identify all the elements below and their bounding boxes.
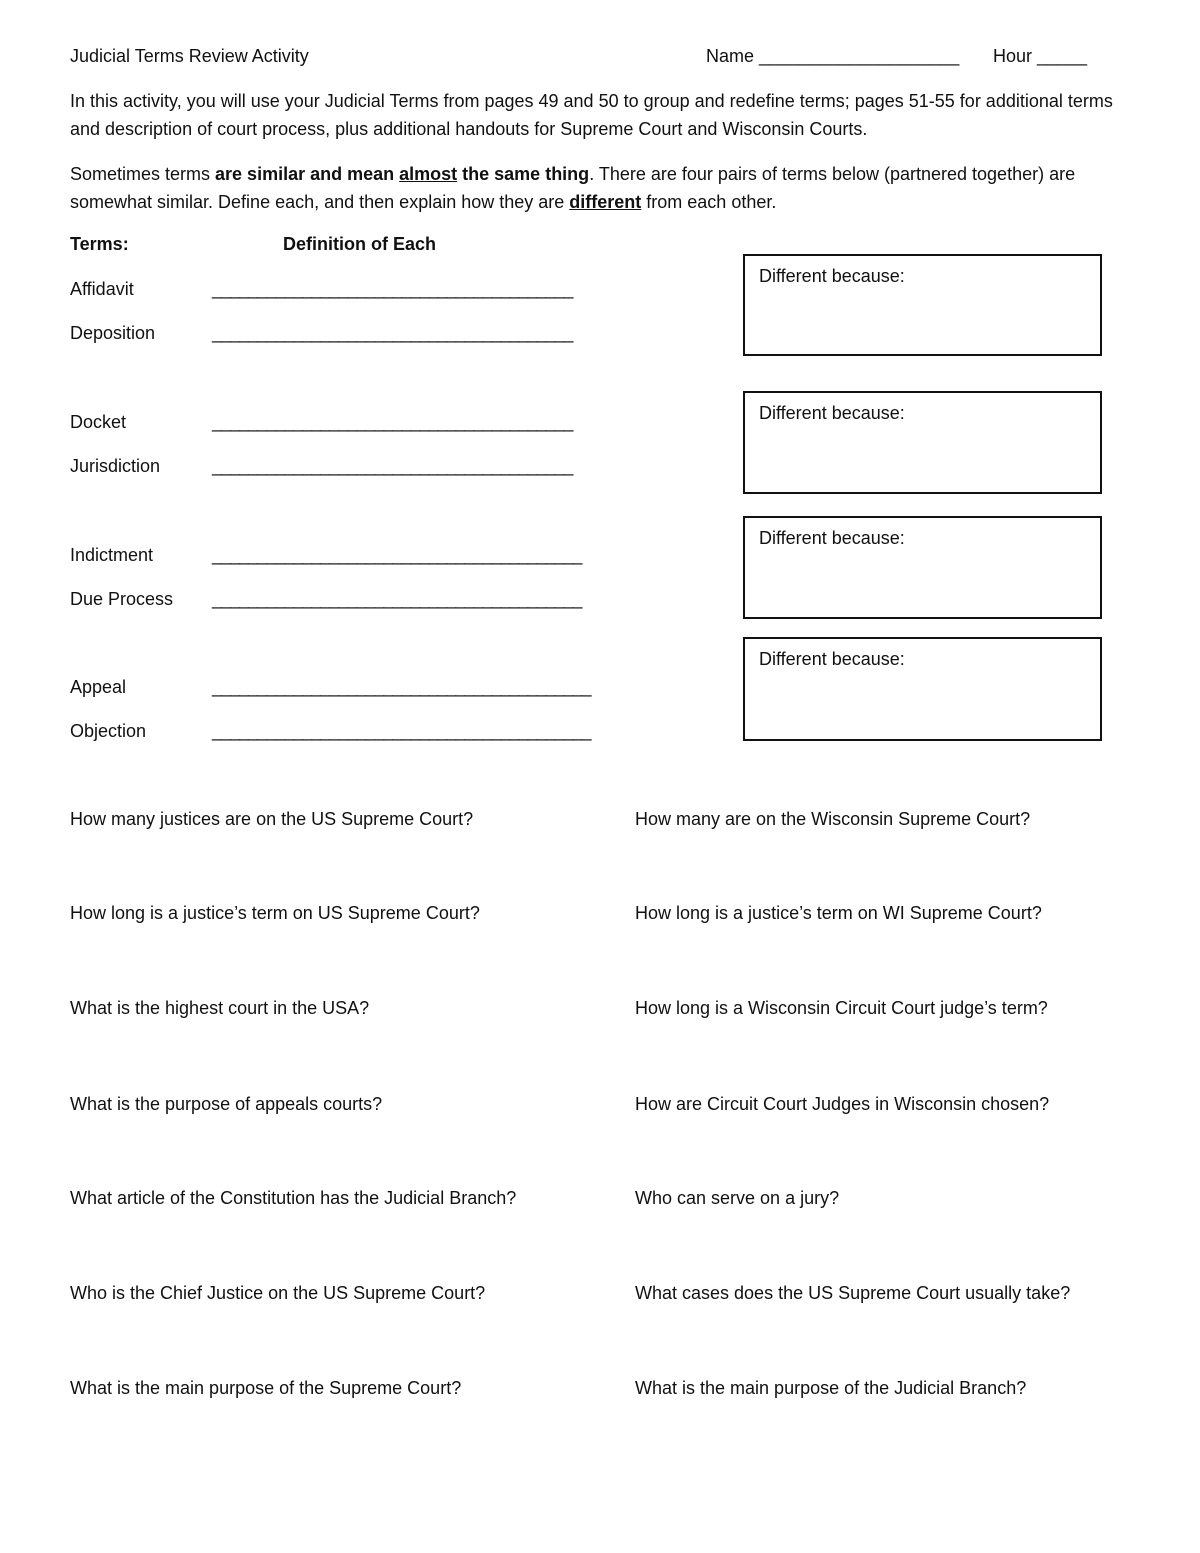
definition-line-jurisdiction[interactable]: ________________________________________	[212, 456, 573, 476]
instr-bold-same-thing: the same thing	[457, 164, 590, 184]
term-deposition: Deposition	[70, 323, 156, 343]
question-supreme-court-purpose: What is the main purpose of the Supreme Court?	[70, 1378, 462, 1398]
question-wi-justice-term: How long is a justice’s term on WI Supreme Court?	[635, 903, 1042, 923]
instr-text-a: Sometimes terms	[70, 164, 216, 184]
term-due-process: Due Process	[70, 589, 174, 609]
instr-bold-different: different	[569, 192, 642, 212]
term-docket: Docket	[70, 412, 127, 432]
term-affidavit: Affidavit	[70, 279, 134, 299]
question-wi-circuit-chosen: How are Circuit Court Judges in Wisconsin chosen?	[635, 1094, 1050, 1114]
worksheet-title: Judicial Terms Review Activity	[70, 46, 309, 66]
terms-heading: Terms:	[70, 234, 129, 254]
term-jurisdiction: Jurisdiction	[70, 456, 161, 476]
question-wi-justices-count: How many are on the Wisconsin Supreme Court?	[635, 809, 1031, 829]
instr-bold-almost: almost	[399, 164, 458, 184]
question-judicial-branch-purpose: What is the main purpose of the Judicial Branch?	[635, 1378, 1027, 1398]
different-because-box-2[interactable]	[743, 391, 1102, 494]
question-us-justices-count: How many justices are on the US Supreme Court?	[70, 809, 474, 829]
intro-paragraph: In this activity, you will use your Judicial Terms from pages 49 and 50 to group and redefine terms; pages 51-55 for additional terms and description of court process, plus additional handouts for Supreme Court and Wisconsin Courts.	[70, 91, 1113, 139]
question-highest-court: What is the highest court in the USA?	[70, 998, 370, 1018]
definition-line-docket[interactable]: ________________________________________	[212, 412, 573, 432]
question-us-justice-term: How long is a justice’s term on US Supreme Court?	[70, 903, 480, 923]
instr-bold-similar: are similar and mean	[215, 164, 400, 184]
instructions-paragraph	[70, 160, 1120, 216]
instr-text-e: . There are four pairs of terms below (partnered together) are somewhat similar. Define each, and then explain how they are	[70, 164, 1076, 212]
definition-line-due-process[interactable]: _________________________________________	[212, 589, 582, 609]
question-us-cases-taken: What cases does the US Supreme Court usually take?	[635, 1283, 1071, 1303]
term-objection: Objection	[70, 721, 147, 741]
different-because-label: Different because:	[759, 403, 905, 423]
term-indictment: Indictment	[70, 545, 154, 565]
definition-line-deposition[interactable]: ________________________________________	[212, 323, 573, 343]
term-appeal: Appeal	[70, 677, 127, 697]
question-wi-circuit-term: How long is a Wisconsin Circuit Court judge’s term?	[635, 998, 1048, 1018]
question-chief-justice: Who is the Chief Justice on the US Supreme Court?	[70, 1283, 486, 1303]
instr-text-g: from each other.	[641, 192, 777, 212]
question-appeals-purpose: What is the purpose of appeals courts?	[70, 1094, 383, 1114]
question-constitution-article: What article of the Constitution has the Judicial Branch?	[70, 1188, 517, 1208]
different-because-label: Different because:	[759, 649, 905, 669]
different-because-label: Different because:	[759, 528, 905, 548]
different-because-label: Different because:	[759, 266, 905, 286]
hour-field[interactable]: Hour _____	[993, 46, 1088, 66]
definition-line-affidavit[interactable]: ________________________________________	[212, 279, 573, 299]
definition-line-appeal[interactable]: __________________________________________	[212, 677, 591, 697]
definition-line-indictment[interactable]: _________________________________________	[212, 545, 582, 565]
definition-heading: Definition of Each	[283, 234, 436, 254]
different-because-box-4[interactable]	[743, 637, 1102, 741]
different-because-box-3[interactable]	[743, 516, 1102, 619]
different-because-box-1[interactable]	[743, 254, 1102, 356]
name-field[interactable]: Name ____________________	[706, 46, 960, 66]
definition-line-objection[interactable]: __________________________________________	[212, 721, 591, 741]
question-jury-service: Who can serve on a jury?	[635, 1188, 840, 1208]
